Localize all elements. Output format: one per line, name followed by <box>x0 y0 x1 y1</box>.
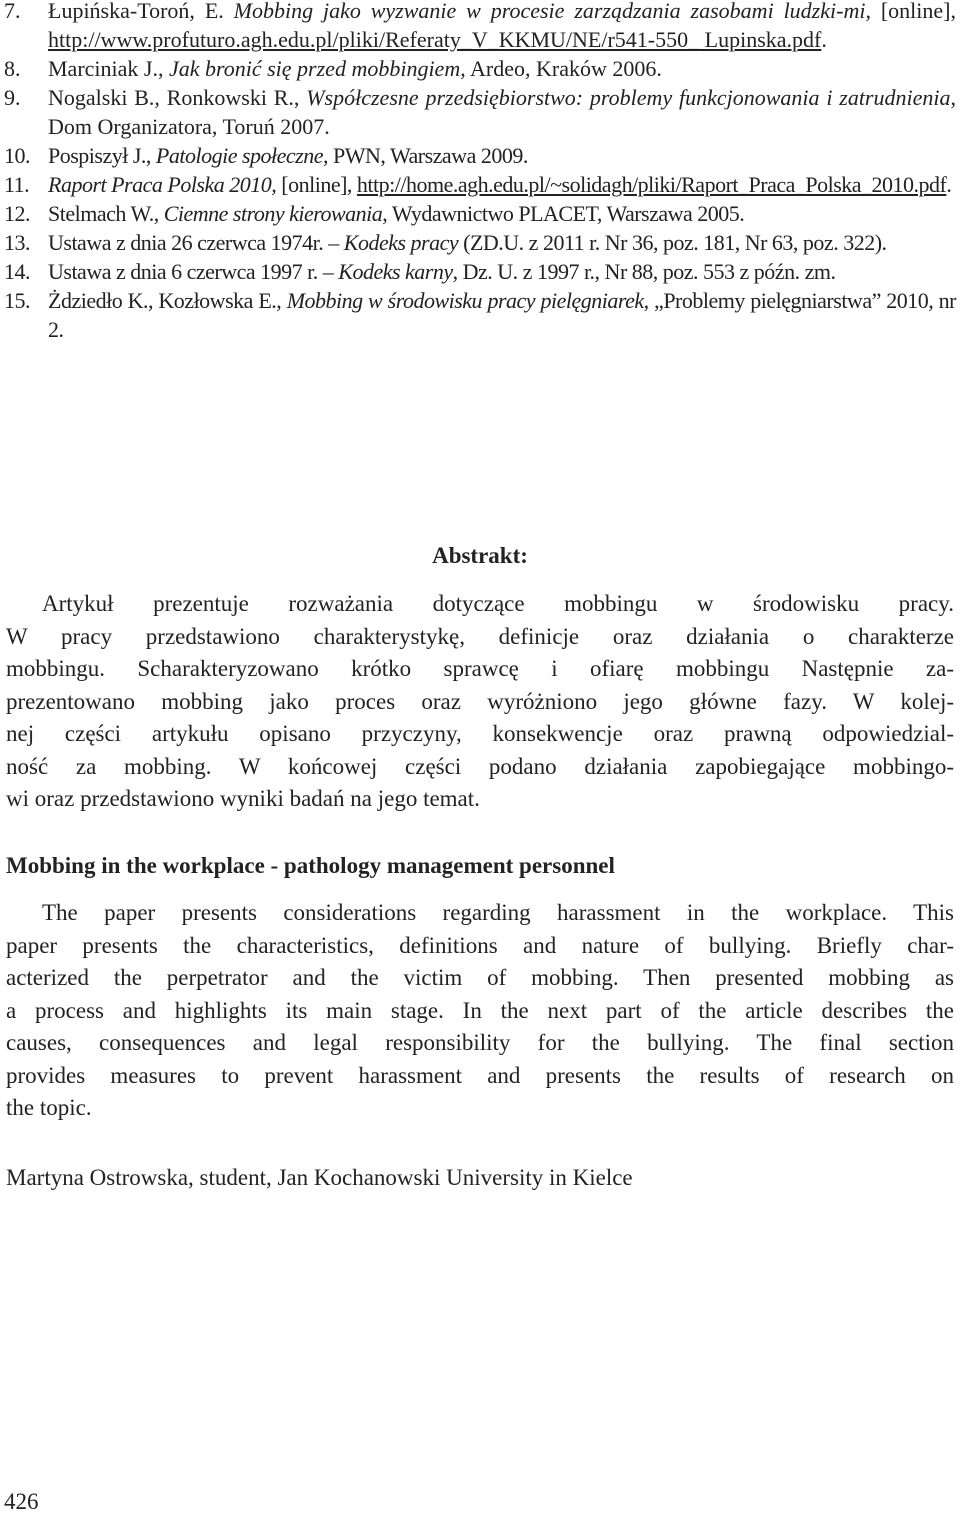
reference-item <box>4 83 956 141</box>
paragraph-line: a process and highlights its main stage. In the next part of the article describes the <box>6 997 954 1023</box>
reference-link[interactable]: http://www.profuturo.agh.edu.pl/pliki/Referaty_V_KKMU/NE/r541-550_ Lupinska.pdf <box>48 27 822 52</box>
reference-title: Kodeks pracy <box>343 230 459 255</box>
abstract-body <box>6 588 954 816</box>
reference-fragment: . <box>946 172 952 197</box>
author-line: Martyna Ostrowska, student, Jan Kochanowski University in Kielce <box>6 1165 633 1190</box>
reference-number: 7. <box>4 0 21 23</box>
reference-fragment: (ZD.U. z 2011 r. Nr 36, poz. 181, Nr 63, poz. 322). <box>458 230 887 255</box>
english-summary-body <box>6 897 954 1125</box>
reference-fragment: [online], <box>870 0 956 23</box>
paragraph-line: wi oraz przedstawiono wyniki badań na jego temat. <box>6 786 480 811</box>
page-number: 426 <box>4 1489 39 1514</box>
reference-number: 13. <box>4 230 30 255</box>
reference-text <box>48 0 956 54</box>
paragraph-line: provides measures to prevent harassment and presents the results of research on <box>6 1062 954 1088</box>
reference-fragment: Ustawa z dnia 6 czerwca 1997 r. – <box>48 259 339 284</box>
reference-number: 8. <box>4 56 21 81</box>
reference-fragment: , „Problemy pielęgniarstwa” 2010, nr 2. <box>48 288 957 342</box>
reference-text <box>48 286 956 344</box>
paragraph-line: mobbingu. Scharakteryzowano krótko sprawcę i ofiarę mobbingu Następnie za- <box>6 656 954 681</box>
reference-number: 9. <box>4 85 21 110</box>
reference-text <box>48 54 956 83</box>
reference-item <box>4 170 956 199</box>
paragraph-line: nej części artykułu opisano przyczyny, konsekwencje oraz prawną odpowiedzial- <box>6 721 954 746</box>
reference-fragment: Nogalski B., Ronkowski R., <box>48 85 307 110</box>
reference-item <box>4 257 956 286</box>
reference-text <box>48 228 956 257</box>
english-summary-title: Mobbing in the workplace - pathology management personnel <box>6 853 615 878</box>
paragraph-line: acterized the perpetrator and the victim of mobbing. Then presented mobbing as <box>6 965 954 990</box>
reference-item <box>4 199 956 228</box>
reference-fragment: , Dom Organizatora, Toruń 2007. <box>48 85 956 139</box>
reference-text <box>48 141 956 170</box>
reference-fragment: , Ardeo, Kraków 2006. <box>460 56 662 81</box>
reference-title: Raport Praca Polska 2010, <box>48 172 277 197</box>
reference-title: Współczesne przedsiębiorstwo: problemy funkcjonowania i zatrudnienia <box>306 85 951 110</box>
reference-fragment: Marciniak J., <box>48 56 169 81</box>
reference-fragment: , PWN, Warszawa 2009. <box>323 143 528 168</box>
reference-fragment: , Dz. U. z 1997 r., Nr 88, poz. 553 z późn. zm. <box>452 259 836 284</box>
reference-title: Kodeks karny <box>338 259 453 284</box>
reference-text <box>48 170 956 199</box>
abstract-heading: Abstrakt: <box>432 543 528 568</box>
reference-number: 10. <box>4 143 30 168</box>
reference-list <box>4 0 956 344</box>
reference-fragment: Ustawa z dnia 26 czerwca 1974r. – <box>48 230 344 255</box>
paragraph-line: W pracy przedstawiono charakterystykę, definicje oraz działania o charakterze <box>6 623 954 649</box>
reference-item <box>4 141 956 170</box>
reference-fragment: [online], <box>276 172 357 197</box>
paragraph-line: Artykuł prezentuje rozważania dotyczące mobbingu w środowisku pracy. <box>42 591 954 616</box>
reference-link[interactable]: http://home.agh.edu.pl/~solidagh/pliki/Raport_Praca_Polska_2010.pdf <box>356 172 947 197</box>
reference-fragment: . <box>821 27 827 52</box>
paragraph-line: the topic. <box>6 1095 92 1120</box>
reference-text <box>48 199 956 228</box>
reference-item <box>4 0 956 54</box>
reference-title: Mobbing w środowisku pracy pielęgniarek <box>286 288 644 313</box>
reference-fragment: Pospiszył J., <box>48 143 156 168</box>
reference-number: 14. <box>4 259 30 284</box>
reference-title: Jak bronić się przed mobbingiem <box>168 56 461 81</box>
reference-item <box>4 228 956 257</box>
paragraph-line: prezentowano mobbing jako proces oraz wyróżniono jego główne fazy. W kolej- <box>6 688 954 714</box>
paragraph-line: The paper presents considerations regarding harassment in the workplace. This <box>42 900 954 925</box>
paragraph-line: causes, consequences and legal responsibility for the bullying. The final section <box>6 1030 954 1055</box>
reference-fragment: Stelmach W., <box>48 201 164 226</box>
reference-title: Mobbing jako wyzwanie w procesie zarządzania zasobami ludzki-mi, <box>233 0 871 23</box>
reference-title: Patologie społeczne <box>155 143 323 168</box>
reference-item <box>4 54 956 83</box>
reference-number: 11. <box>4 172 30 197</box>
reference-number: 15. <box>4 288 30 313</box>
reference-title: Ciemne strony kierowania <box>163 201 383 226</box>
reference-number: 12. <box>4 201 30 226</box>
paragraph-line: paper presents the characteristics, definitions and nature of bullying. Briefly char- <box>6 932 954 958</box>
reference-fragment: Żdziedło K., Kozłowska E., <box>48 288 287 313</box>
paragraph-line: ność za mobbing. W końcowej części podano działania zapobiegające mobbingo- <box>6 753 954 779</box>
reference-text <box>48 257 956 286</box>
reference-text <box>48 83 956 141</box>
reference-fragment: Łupińska-Toroń, E. <box>48 0 234 23</box>
reference-fragment: , Wydawnictwo PLACET, Warszawa 2005. <box>382 201 745 226</box>
reference-item <box>4 286 956 344</box>
